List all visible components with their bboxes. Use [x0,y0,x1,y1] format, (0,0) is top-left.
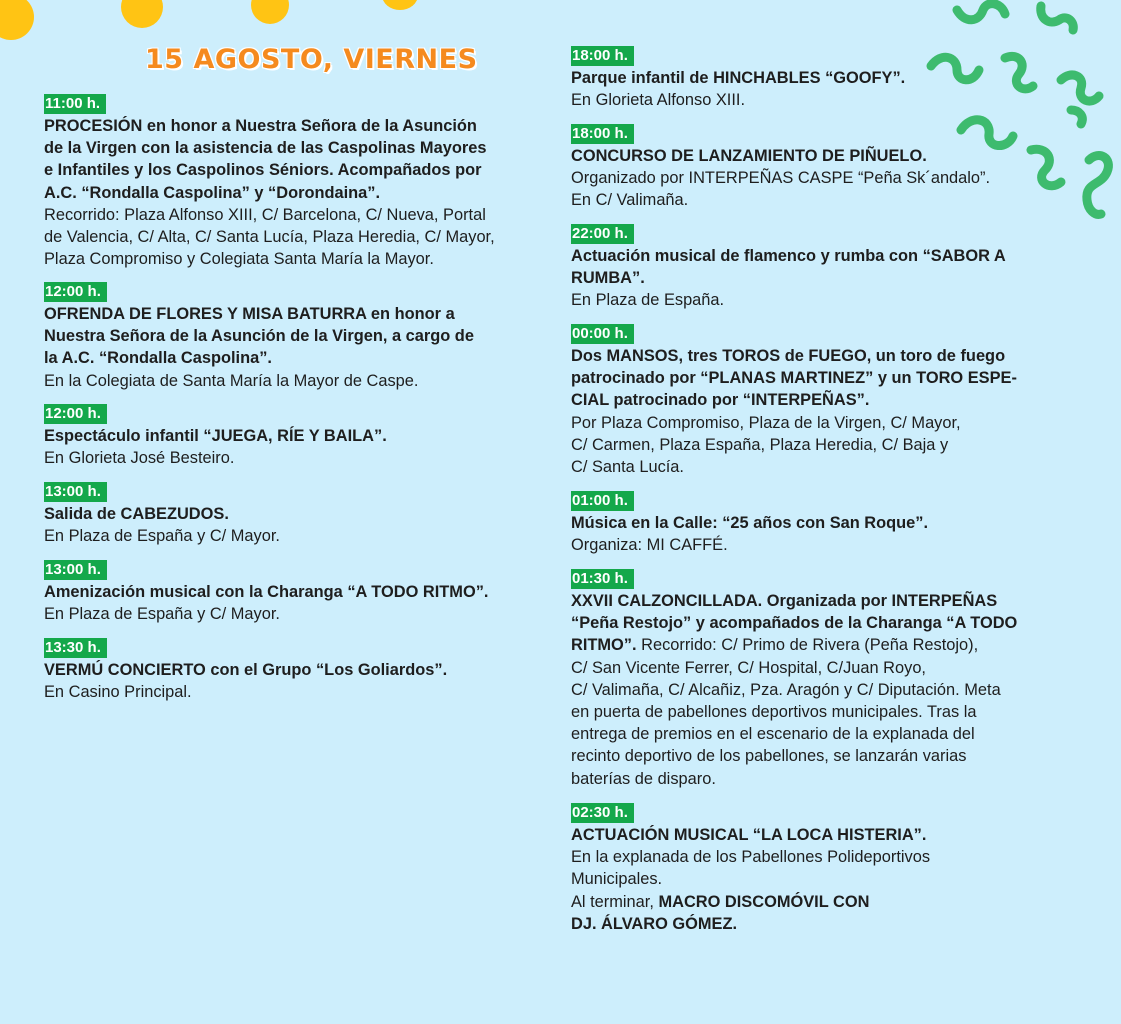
event-text-line: de Valencia, C/ Alta, C/ Santa Lucía, Plaza Heredia, C/ Mayor, [44,228,495,247]
event-text-line: Recorrido: Plaza Alfonso XIII, C/ Barcelona, C/ Nueva, Portal [44,205,486,224]
event-text-line: baterías de disparo. [571,769,716,788]
event-time-badge: 18:00 h. [571,46,634,66]
event-text-line: e Infantiles y los Caspolinos Séniors. Acompañados por [44,161,482,180]
event-text-line: En la Colegiata de Santa María la Mayor de Caspe. [44,371,419,390]
event-time-badge: 12:00 h. [44,282,107,302]
event-block [571,324,1091,478]
event-text-line: Organizado por INTERPEÑAS CASPE “Peña Sk´andalo”. [571,169,991,188]
event-text-line: Plaza Compromiso y Colegiata Santa María la Mayor. [44,250,434,269]
event-text-line: la A.C. “Rondalla Caspolina”. [44,349,272,368]
event-time-badge: 02:30 h. [571,803,634,823]
event-text-line [571,634,1091,656]
event-text-line: Nuestra Señora de la Asunción de la Virgen, a cargo de [44,327,474,346]
event-text-line: entrega de premios en el escenario de la explanada del [571,725,975,744]
event-text-line: Por Plaza Compromiso, Plaza de la Virgen, C/ Mayor, [571,413,961,432]
confetti-swirl [1041,6,1074,30]
event-block [44,638,544,703]
event-text-line: En Plaza de España y C/ Mayor. [44,527,280,546]
event-text-line: patrocinado por “PLANAS MARTINEZ” y un TORO ESPE- [571,369,1017,388]
event-text-segment: Recorrido: C/ Primo de Rivera (Peña Restojo), [636,636,979,655]
event-text-line: OFRENDA DE FLORES Y MISA BATURRA en honor a [44,305,455,323]
event-block [571,124,1091,212]
event-text-line: XXVII CALZONCILLADA. Organizada por INTERPEÑAS [571,592,998,610]
event-time-badge: 11:00 h. [44,94,106,114]
event-block [571,224,1091,312]
event-text-line: Espectáculo infantil “JUEGA, RÍE Y BAILA”. [44,427,387,445]
event-text-line: Salida de CABEZUDOS. [44,505,229,523]
decorative-dot [251,0,289,24]
event-text-line: En C/ Valimaña. [571,191,689,210]
event-text-line: RUMBA”. [571,269,645,288]
event-text-line: Parque infantil de HINCHABLES “GOOFY”. [571,69,906,87]
event-text-line: C/ Carmen, Plaza España, Plaza Heredia, C/ Baja y [571,435,949,454]
event-text-segment: Al terminar, [571,892,659,911]
event-text-line: Dos MANSOS, tres TOROS de FUEGO, un toro de fuego [571,347,1006,365]
event-text-line [571,891,1091,913]
event-text-line: Municipales. [571,870,663,889]
event-time-badge: 00:00 h. [571,324,634,344]
event-block [571,569,1091,790]
event-time-badge: 12:00 h. [44,404,107,424]
event-text-line: C/ San Vicente Ferrer, C/ Hospital, C/Juan Royo, [571,658,926,677]
event-block [44,282,544,392]
event-text-line: DJ. ÁLVARO GÓMEZ. [571,914,738,933]
event-text-line: PROCESIÓN en honor a Nuestra Señora de la Asunción [44,117,477,135]
event-text-line: Organiza: MI CAFFÉ. [571,536,728,555]
event-text-segment: MACRO DISCOMÓVIL CON [658,892,870,911]
event-text-line: En Plaza de España y C/ Mayor. [44,605,280,624]
event-text-line: A.C. “Rondalla Caspolina” y “Dorondaina”. [44,183,381,202]
confetti-swirl [957,4,1005,20]
decorative-dot [0,0,34,40]
event-block [44,404,544,469]
event-time-badge: 13:00 h. [44,482,107,502]
event-text-line: C/ Santa Lucía. [571,458,684,477]
event-text-line: CIAL patrocinado por “INTERPEÑAS”. [571,391,870,410]
event-block [44,482,544,547]
event-text-line: VERMÚ CONCIERTO con el Grupo “Los Goliardos”. [44,661,448,679]
event-text-line: En la explanada de los Pabellones Polideportivos [571,848,931,867]
event-time-badge: 01:00 h. [571,491,634,511]
decorative-dot [121,0,163,28]
event-block [44,94,544,270]
event-block [571,491,1091,556]
event-text-line: “Peña Restojo” y acompañados de la Charanga “A TODO [571,614,1018,633]
event-text-line: recinto deportivo de los pabellones, se lanzarán varias [571,747,967,766]
event-text-line: CONCURSO DE LANZAMIENTO DE PIÑUELO. [571,147,927,165]
event-time-badge: 01:30 h. [571,569,634,589]
event-time-badge: 13:00 h. [44,560,107,580]
event-text-line: En Glorieta Alfonso XIII. [571,91,746,110]
event-text-line: En Plaza de España. [571,291,725,310]
event-text-line: En Casino Principal. [44,683,192,702]
confetti-swirl [1071,110,1082,124]
event-text-line: ACTUACIÓN MUSICAL “LA LOCA HISTERIA”. [571,826,927,844]
event-text-line: Actuación musical de flamenco y rumba con “SABOR A [571,247,1006,265]
event-text-line: de la Virgen con la asistencia de las Caspolinas Mayores [44,139,487,158]
event-time-badge: 22:00 h. [571,224,634,244]
event-block [44,560,544,625]
event-time-badge: 13:30 h. [44,638,107,658]
event-text-segment: RITMO”. [571,636,637,655]
event-text-line: en puerta de pabellones deportivos municipales. Tras la [571,703,977,722]
event-block [571,803,1091,935]
page-title: 15 AGOSTO, VIERNES [145,44,478,75]
event-text-line: Amenización musical con la Charanga “A TODO RITMO”. [44,583,489,601]
event-text-line: Música en la Calle: “25 años con San Roque”. [571,514,929,532]
event-text-line: En Glorieta José Besteiro. [44,449,235,468]
event-time-badge: 18:00 h. [571,124,634,144]
decorative-dot [382,0,418,10]
event-block [571,46,1091,111]
event-text-line: C/ Valimaña, C/ Alcañiz, Pza. Aragón y C/ Diputación. Meta [571,680,1001,699]
